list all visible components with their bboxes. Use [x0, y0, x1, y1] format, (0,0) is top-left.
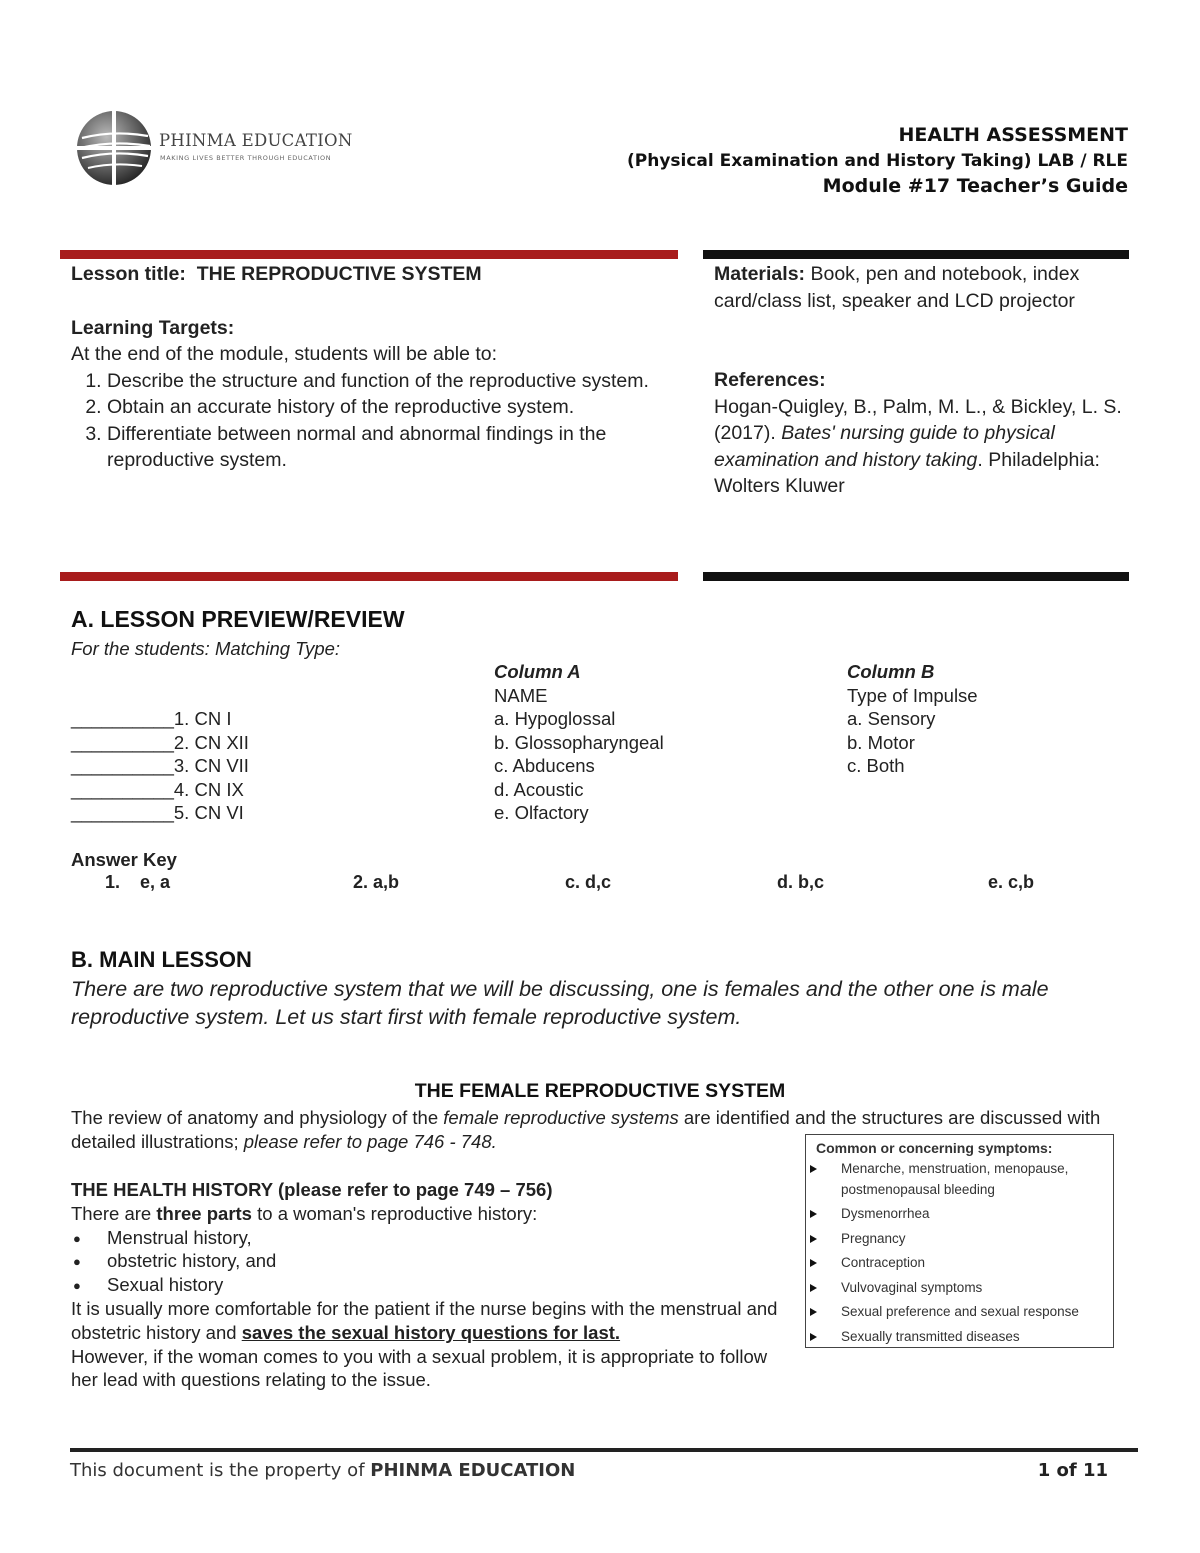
column-b-option: c. Both	[847, 755, 905, 776]
materials-references	[714, 261, 1124, 500]
column-b-header: Column B	[847, 661, 935, 682]
matching-item: __________2. CN XII	[71, 731, 249, 753]
review-text: The review of anatomy and physiology of the	[71, 1107, 444, 1128]
column-a-option: c. Abducens	[494, 755, 595, 776]
answer-5: e. c,b	[988, 872, 1035, 892]
column-b-option: a. Sensory	[847, 708, 936, 729]
lesson-info	[71, 261, 671, 474]
answer-3: c. d,c	[565, 872, 612, 892]
comfort-paragraph	[71, 1297, 789, 1345]
symptom-item: Sexually transmitted diseases	[841, 1327, 1091, 1348]
header-module-title: Module #17 Teacher’s Guide	[822, 175, 1128, 197]
history-parts-list	[71, 1226, 789, 1297]
symptoms-title: Common or concerning symptoms:	[816, 1140, 1053, 1156]
footer-owner: PHINMA EDUCATION	[370, 1460, 576, 1481]
learning-target: 3. Differentiate between normal and abnormal findings in the reproductive system.	[107, 421, 671, 474]
parts-intro	[71, 1202, 789, 1226]
learning-targets-label: Learning Targets:	[71, 316, 235, 339]
symptom-item: Sexual preference and sexual response	[841, 1302, 1091, 1323]
lesson-title-label: Lesson title:	[71, 263, 186, 285]
header-course-subtitle: (Physical Examination and History Taking) LAB / RLE	[627, 151, 1128, 171]
footer-divider	[70, 1448, 1138, 1452]
phinma-logo	[74, 108, 353, 188]
history-part: ● Sexual history	[107, 1273, 789, 1297]
column-a-option: d. Acoustic	[494, 778, 584, 800]
phinma-globe-icon	[74, 108, 154, 188]
footer-text: This document is the property of	[70, 1460, 371, 1481]
black-divider-top	[703, 250, 1129, 259]
symptom-item: Menarche, menstruation, menopause, postmenopausal bleeding	[841, 1159, 1091, 1200]
reference-title: Bates' nursing guide to physical examination and history taking	[714, 422, 1055, 471]
reference-entry	[714, 394, 1124, 500]
column-b-option: b. Motor	[847, 731, 915, 753]
female-system-title: THE FEMALE REPRODUCTIVE SYSTEM	[414, 1080, 786, 1102]
symptom-item: Dysmenorrhea	[841, 1204, 1091, 1225]
symptom-item: Pregnancy	[841, 1229, 1091, 1250]
history-part: ● Menstrual history,	[107, 1226, 789, 1250]
learning-target: 2. Obtain an accurate history of the reproductive system.	[107, 394, 671, 421]
however-paragraph: However, if the woman comes to you with a sexual problem, it is appropriate to follow her lead with questions relating to the issue.	[71, 1345, 768, 1391]
matching-item: __________3. CN VII	[71, 755, 249, 776]
reference-publisher: . Philadelphia: Wolters Kluwer	[714, 448, 1100, 497]
column-a-header: Column A	[494, 661, 581, 682]
section-a-heading: A. LESSON PREVIEW/REVIEW	[71, 606, 405, 632]
section-a-subheading: For the students: Matching Type:	[71, 638, 341, 659]
column-a-subheader: NAME	[494, 684, 548, 706]
materials	[714, 261, 1124, 314]
column-a-option: b. Glossopharyngeal	[494, 731, 664, 753]
comfort-underlined: saves the sexual history questions for last.	[241, 1321, 621, 1343]
column-a-option: a. Hypoglossal	[494, 708, 616, 729]
symptom-item: Vulvovaginal symptoms	[841, 1278, 1091, 1299]
symptom-item: Contraception	[841, 1253, 1091, 1274]
red-divider-top	[60, 250, 678, 259]
logo-name: PHINMA EDUCATION	[159, 131, 353, 150]
learning-targets-intro: At the end of the module, students will be able to:	[71, 343, 498, 365]
logo-tagline: MAKING LIVES BETTER THROUGH EDUCATION	[160, 154, 332, 162]
reference-authors: Hogan-Quigley, B., Palm, M. L., & Bickley, L. S. (2017).	[714, 395, 1122, 444]
column-b	[847, 660, 978, 778]
symptoms-list	[806, 1159, 1091, 1351]
answer-1: 1. e, a	[105, 872, 171, 892]
review-text-2: are identified and the structures are discussed with detailed illustrations;	[71, 1107, 1101, 1152]
red-divider-bottom	[60, 572, 678, 581]
section-b-heading: B. MAIN LESSON	[71, 947, 252, 972]
review-italic-text: female reproductive systems	[443, 1107, 679, 1128]
health-history-title: THE HEALTH HISTORY (please refer to page 749 – 756)	[71, 1179, 553, 1200]
symptoms-box	[805, 1134, 1114, 1348]
parts-text-2: to a woman's reproductive history:	[251, 1202, 538, 1224]
column-b-subheader: Type of Impulse	[847, 684, 978, 706]
matching-item: __________4. CN IX	[71, 778, 244, 800]
matching-item: __________1. CN I	[71, 708, 232, 729]
black-divider-bottom	[703, 572, 1129, 581]
answer-key-label: Answer Key	[71, 849, 177, 870]
matching-items	[71, 707, 249, 825]
lesson-title-line	[71, 261, 671, 288]
history-part: ● obstetric history, and	[107, 1249, 789, 1273]
answer-2: 2. a,b	[353, 872, 400, 892]
comfort-text: It is usually more comfortable for the patient if the nurse begins with the menstrual and obstetric history and	[71, 1297, 778, 1343]
references-label: References:	[714, 369, 826, 391]
header-course-title: HEALTH ASSESSMENT	[898, 124, 1128, 146]
matching-item: __________5. CN VI	[71, 802, 244, 823]
learning-target: 1. Describe the structure and function of the reproductive system.	[107, 368, 671, 395]
column-a	[494, 660, 664, 825]
page-number: 1 of 11	[1037, 1460, 1108, 1481]
health-history-block	[71, 1178, 789, 1392]
answer-4: d. b,c	[777, 872, 825, 892]
learning-targets-list	[71, 368, 671, 474]
lesson-title-value: THE REPRODUCTIVE SYSTEM	[196, 263, 482, 285]
parts-text: There are	[71, 1202, 157, 1224]
section-b-intro: There are two reproductive system that we will be discussing, one is females and the other one is male reproductive system. Let us start first with female reproductive system.	[71, 977, 1049, 1029]
materials-value: Book, pen and notebook, index card/class list, speaker and LCD projector	[714, 263, 1080, 312]
column-a-option: e. Olfactory	[494, 802, 589, 823]
footer-ownership	[70, 1460, 575, 1481]
review-page-reference: please refer to page 746 - 748.	[243, 1131, 497, 1152]
materials-label: Materials:	[714, 263, 806, 285]
parts-bold: three parts	[156, 1202, 252, 1224]
